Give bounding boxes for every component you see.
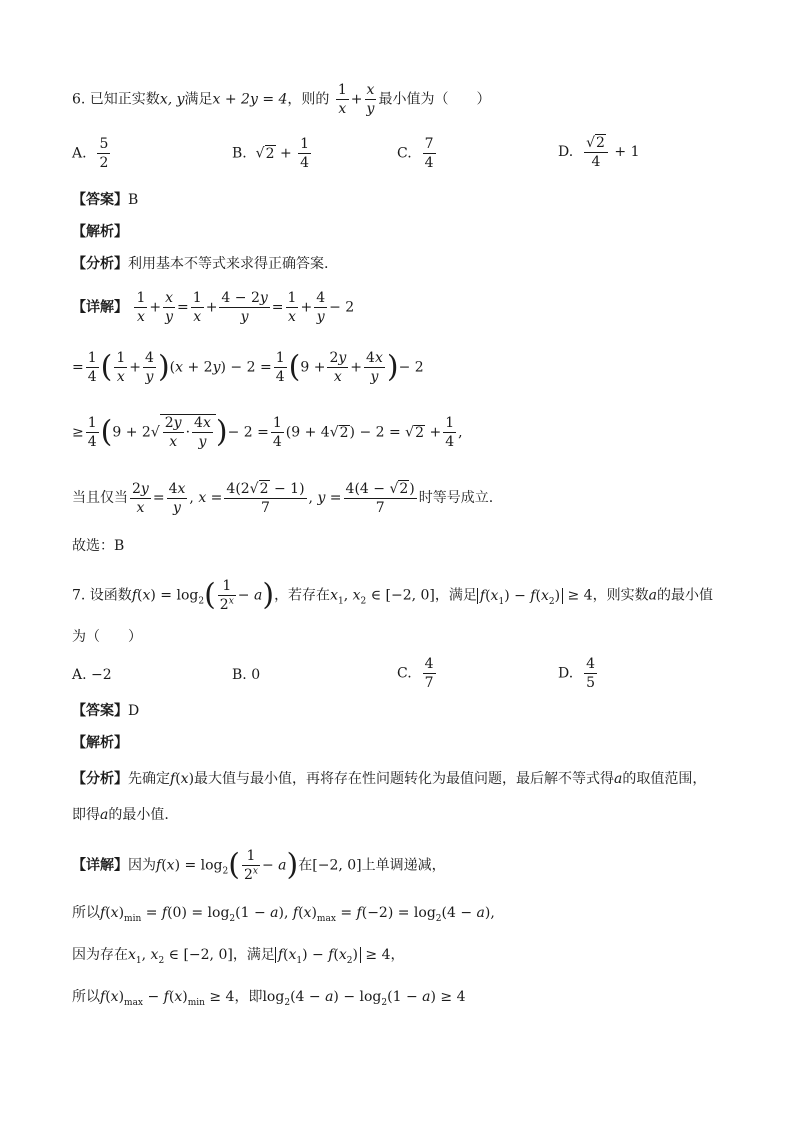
q6-option-c: C. $\frac{7}{4}$	[397, 136, 434, 172]
q6-fenxi: 【分析】利用基本不等式来求得正确答案.	[72, 256, 329, 272]
q6-vars: x, y	[159, 91, 185, 108]
q7-stem-line1: 7. 设函数$f(x) = \log_2$( $\frac{1}{2^x}$ − a)，若存在$x_1$, $x_2$ ∈ [−2, 0]，满足 $f(x_1) - f(x_2) \ge 4$，则实数a的最小值	[72, 577, 713, 614]
q6-answer: 【答案】B	[72, 192, 139, 208]
q6-conclusion: 故选：B	[72, 538, 125, 554]
q6-detail-line1: 【详解】 $\frac{1}{x}$ + $\frac{x}{y}$ = $\frac{1}{x}$ + $\frac{4 - 2y}{y}$ = $\frac{1}{x}$ + $\frac{4}{y}$ − 2	[72, 290, 355, 326]
q7-detail-line4: 所以$f(x)_{max} - f(x)_{min} \ge 4$，即$\log_2(4 - a) - \log_2(1 - a) \ge 4$	[72, 989, 466, 1008]
q7-option-a: A. −2	[72, 667, 112, 683]
q7-detail-line3: 因为存在$x_1$, $x_2$ ∈ [−2, 0]，满足 $f(x_1) - f(x_2) \ge 4$，	[72, 947, 405, 966]
q6-detail-line2: = $\frac{1}{4}$ ( $\frac{1}{x}$ + $\frac{4}{y}$ )(x + 2y) − 2 = $\frac{1}{4}$ (9 + $\frac{2y}{x}$ + $\frac{4x}{y}$ )− 2	[72, 349, 424, 386]
q7-detail-line2: 所以$f(x)_{min} = f(0) = \log_2(1 - a)$, $f(x)_{max} = f(-2) = \log_2(4 - a)$,	[72, 905, 495, 924]
q7-fenxi-line1: 【分析】先确定f(x)最大值与最小值，再将存在性问题转化为最值问题，最后解不等式得a的取值范围，	[72, 771, 707, 787]
q6-condition: x + 2y = 4	[212, 91, 288, 108]
q6-option-a: A. $\frac{5}{2}$	[72, 136, 109, 172]
q7-stem-line2: 为（ ）	[72, 629, 142, 645]
q6-stem-suffix: 最小值为（ ）	[378, 91, 491, 108]
q7-option-d: D. $\frac{4}{5}$	[558, 656, 596, 692]
q6-option-d: D. $\frac{√2}{4}$ + 1	[558, 135, 640, 171]
q6-option-b: B. √2 + $\frac{1}{4}$	[232, 136, 310, 172]
q6-stem-mid: 满足	[184, 91, 213, 108]
q6-target-expr: $\frac{1}{x}$	[337, 82, 347, 118]
q7-detail-line1: 【详解】因为$f(x) = \log_2$( $\frac{1}{2^x}$ − a)在[−2, 0]上单调递减，	[72, 847, 446, 884]
q7-option-c: C. $\frac{4}{7}$	[397, 656, 434, 692]
q6-stem-mid2: ，则的	[287, 91, 330, 108]
q6-analysis-heading: 【解析】	[72, 224, 128, 240]
q7-analysis-heading: 【解析】	[72, 735, 128, 751]
q6-stem-prefix: 6. 已知正实数	[72, 91, 160, 108]
q6-stem: 6. 已知正实数x, y满足x + 2y = 4，则的 $\frac{1}{x}$ + $\frac{x}{y}$ 最小值为（ ）	[72, 82, 491, 118]
q6-equality-condition: 当且仅当 $\frac{2y}{x}$ = $\frac{4x}{y}$ , x = $\frac{4(2√2 - 1)}{7}$ , y = $\frac{4(4 - √2)}{7}$ 时等号成立.	[72, 480, 494, 517]
q7-answer: 【答案】D	[72, 703, 140, 719]
q7-option-b: B. 0	[232, 667, 261, 683]
q7-fenxi-line2: 即得a的最小值.	[72, 807, 169, 823]
q6-detail-line3: ≥ $\frac{1}{4}$ (9 + 2√ $\frac{2y}{x}$ · $\frac{4x}{y}$ )− 2 = $\frac{1}{4}$ (9 + 4√2) − 2 = √2 + $\frac{1}{4}$ ,	[72, 414, 463, 451]
